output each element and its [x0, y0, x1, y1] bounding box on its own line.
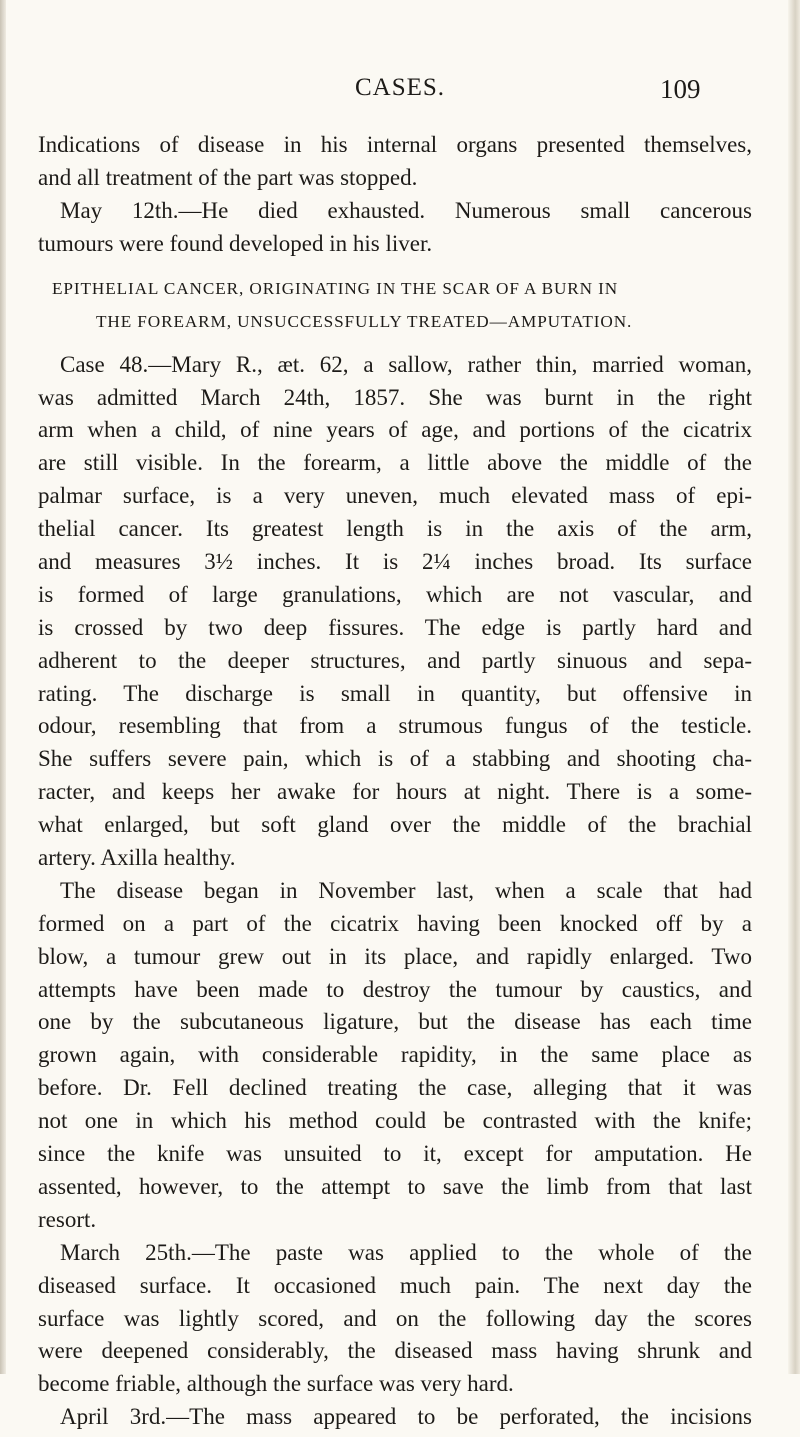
heading-line: THE FOREARM, UNSUCCESSFULLY TREATED—AMPUTATION. — [96, 311, 633, 331]
text-line: tumours were found developed in his liver. — [38, 230, 433, 256]
text-line: Indications of disease in his internal organs presented themselves, — [38, 132, 752, 157]
text-line: thelial cancer. Its greatest length is in the axis of the arm, — [38, 516, 752, 542]
text-line: March 25th.—The paste was applied to the whole of the — [60, 1239, 752, 1265]
text-line: artery. Axilla healthy. — [38, 845, 236, 871]
text-line: blow, a tumour grew out in its place, and rapidly enlarged. Two — [38, 943, 752, 969]
text-line: May 12th.—He died exhausted. Numerous small cancerous — [60, 197, 752, 223]
text-line: Case 48.—Mary R., æt. 62, a sallow, rather thin, married woman, — [60, 351, 752, 377]
text-line: surface was lightly scored, and on the following day the scores — [38, 1305, 752, 1331]
text-line: and all treatment of the part was stopped. — [38, 164, 418, 190]
text-line: one by the subcutaneous ligature, but the disease has each time — [38, 1009, 752, 1035]
case-paragraph — [38, 352, 752, 870]
running-head: CASES. — [354, 74, 446, 101]
page-number: 109 — [660, 74, 701, 104]
text-line: not one in which his method could be contrasted with the knife; — [38, 1108, 752, 1134]
page-left-edge — [0, 0, 6, 1374]
text-line: adherent to the deeper structures, and partly sinuous and sepa- — [38, 647, 752, 673]
text-line: The disease began in November last, when a scale that had — [60, 877, 752, 903]
text-line: April 3rd.—The mass appeared to be perforated, the incisions — [60, 1404, 752, 1430]
march-paragraph — [38, 1240, 752, 1397]
text-line: is formed of large granulations, which are not vascular, and — [38, 581, 752, 607]
case-heading — [38, 278, 752, 333]
text-line: grown again, with considerable rapidity, in the same place as — [38, 1042, 752, 1068]
text-line: since the knife was unsuited to it, except for amputation. He — [38, 1141, 752, 1167]
text-line: were deepened considerably, the diseased mass having shrunk and — [38, 1338, 752, 1364]
text-line: was admitted March 24th, 1857. She was burnt in the right — [38, 384, 752, 410]
text-line: racter, and keeps her awake for hours at night. There is a some- — [38, 779, 752, 805]
text-line: formed on a part of the cicatrix having been knocked off by a — [38, 910, 752, 936]
text-line: before. Dr. Fell declined treating the case, alleging that it was — [38, 1075, 752, 1101]
intro-paragraph — [38, 132, 752, 256]
disease-paragraph — [38, 878, 752, 1232]
text-line: attempts have been made to destroy the tumour by caustics, and — [38, 976, 752, 1002]
text-line: resort. — [38, 1206, 97, 1232]
page-right-edge — [788, 0, 800, 1374]
text-line: are still visible. In the forearm, a little above the middle of the — [38, 450, 752, 476]
text-line: become friable, although the surface was very hard. — [38, 1371, 514, 1397]
text-line: arm when a child, of nine years of age, and portions of the cicatrix — [38, 417, 752, 443]
april-paragraph — [38, 1404, 752, 1429]
text-line: She suffers severe pain, which is of a stabbing and shooting cha- — [38, 746, 752, 772]
text-line: diseased surface. It occasioned much pain. The next day the — [38, 1272, 752, 1298]
text-line: rating. The discharge is small in quantity, but offensive in — [38, 680, 752, 706]
text-line: palmar surface, is a very uneven, much elevated mass of epi- — [38, 483, 752, 509]
text-line: and measures 3½ inches. It is 2¼ inches broad. Its surface — [38, 549, 752, 575]
text-line: what enlarged, but soft gland over the middle of the brachial — [38, 812, 752, 838]
text-line: is crossed by two deep fissures. The edge is partly hard and — [38, 614, 752, 640]
heading-line: EPITHELIAL CANCER, ORIGINATING IN THE SCAR OF A BURN IN — [52, 278, 619, 298]
page-header — [0, 74, 800, 114]
text-line: odour, resembling that from a strumous fungus of the testicle. — [38, 713, 752, 739]
page-body — [38, 132, 752, 1437]
text-line: assented, however, to the attempt to save the limb from that last — [38, 1173, 752, 1199]
